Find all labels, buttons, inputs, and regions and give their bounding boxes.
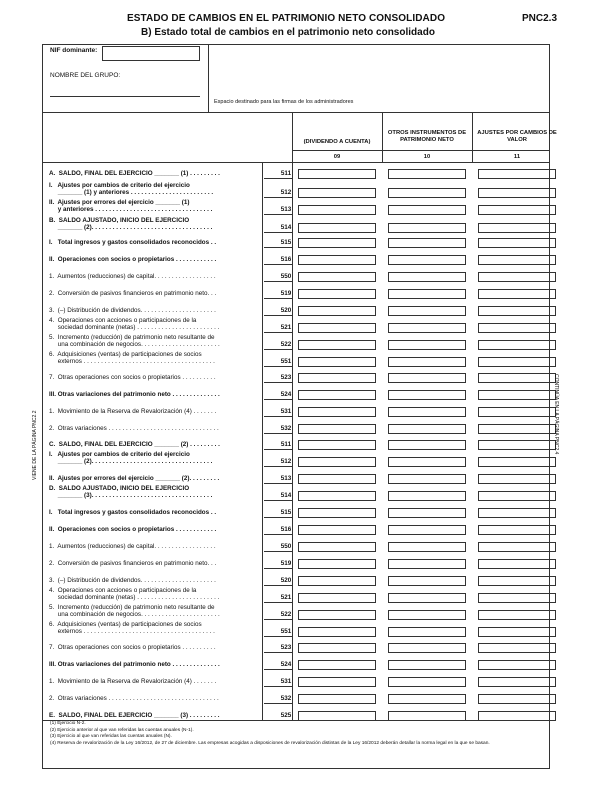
footnote: (3) Ejercicio al que van referidas las cuentas anuales (N). <box>50 734 172 739</box>
row-label: 1. Aumentos (reducciones) de capital. . . . . . . . . . . . . . . . . . <box>49 543 216 550</box>
column-number: 09 <box>333 154 341 160</box>
form-subtitle: B) Estado total de cambios en el patrimonio neto consolidado <box>141 27 435 38</box>
form-code: PNC2.3 <box>522 13 558 24</box>
value-cell[interactable] <box>478 593 556 603</box>
row-label: 2. Conversión de pasivos financieros en patrimonio neto. . . <box>49 560 217 567</box>
row-code: 551 <box>280 628 292 635</box>
row-code: 524 <box>280 391 292 398</box>
value-cell[interactable] <box>478 491 556 501</box>
code-underline <box>264 449 292 450</box>
value-cell[interactable] <box>298 306 376 316</box>
row-code: 519 <box>280 560 292 567</box>
row-code: 514 <box>280 492 292 499</box>
header-bottom-line <box>42 112 550 113</box>
header-rule <box>292 150 550 151</box>
value-cell[interactable] <box>388 542 466 552</box>
value-cell[interactable] <box>388 323 466 333</box>
column-header: (DIVIDENDO A CUENTA) <box>303 139 371 145</box>
value-cell[interactable] <box>298 238 376 248</box>
value-cell[interactable] <box>298 272 376 282</box>
row-label: C. SALDO, FINAL DEL EJERCICIO _______ (2) . . . . . . . . . <box>49 441 220 448</box>
code-underline <box>264 619 292 620</box>
value-cell[interactable] <box>388 677 466 687</box>
value-cell[interactable] <box>388 559 466 569</box>
code-underline <box>264 568 292 569</box>
code-underline <box>264 281 292 282</box>
value-cell[interactable] <box>388 593 466 603</box>
row-code: 522 <box>280 611 292 618</box>
code-underline <box>264 264 292 265</box>
value-cell[interactable] <box>298 627 376 637</box>
code-underline <box>264 298 292 299</box>
code-underline <box>264 332 292 333</box>
row-label: 1. Aumentos (reducciones) de capital. . . . . . . . . . . . . . . . . . <box>49 273 216 280</box>
row-label: 1. Movimiento de la Reserva de Revalorización (4) . . . . . . . <box>49 408 217 415</box>
column-number: 11 <box>513 154 521 160</box>
value-cell[interactable] <box>298 289 376 299</box>
row-code: 516 <box>280 526 292 533</box>
row-label: 7. Otras operaciones con socios o propietarios . . . . . . . . . . <box>49 374 216 381</box>
code-underline <box>264 416 292 417</box>
code-underline <box>264 433 292 434</box>
column-header: OTROS INSTRUMENTOS DE PATRIMONIO NETO <box>387 130 467 143</box>
value-cell[interactable] <box>478 643 556 653</box>
value-cell[interactable] <box>478 272 556 282</box>
value-cell[interactable] <box>478 457 556 467</box>
row-code: 513 <box>280 206 292 213</box>
row-label: D. SALDO AJUSTADO, INICIO DEL EJERCICIO _______ (3). . . . . . . . . . . . . . . . . . . . . . . . . . . . . . . . . . . <box>49 485 213 499</box>
row-code: 531 <box>280 678 292 685</box>
row-label: 4. Operaciones con acciones o participaciones de la sociedad dominante (netas) . . . . . . . . . . . . . . . . . . . . . . . . <box>49 587 220 601</box>
row-code: 521 <box>280 324 292 331</box>
value-cell[interactable] <box>298 205 376 215</box>
side-note-left: VIENE DE LA PÁGINA PNC2.2 <box>32 410 38 480</box>
value-cell[interactable] <box>478 694 556 704</box>
value-cell[interactable] <box>478 340 556 350</box>
value-cell[interactable] <box>298 491 376 501</box>
row-label: I. Ajustes por cambios de criterio del ejercicio _______ (2). . . . . . . . . . . . . . . . . . . . . . . . . . . . . . . . . . . <box>49 451 213 465</box>
code-underline <box>264 197 292 198</box>
code-underline <box>264 315 292 316</box>
code-underline <box>264 534 292 535</box>
value-cell[interactable] <box>478 223 556 233</box>
value-cell[interactable] <box>478 188 556 198</box>
value-cell[interactable] <box>478 306 556 316</box>
form-title: ESTADO DE CAMBIOS EN EL PATRIMONIO NETO CONSOLIDADO <box>127 13 446 24</box>
footnote: (1) Ejercicio N-2. <box>50 721 86 726</box>
value-cell[interactable] <box>388 440 466 450</box>
value-cell[interactable] <box>298 559 376 569</box>
value-cell[interactable] <box>478 525 556 535</box>
value-cell[interactable] <box>388 188 466 198</box>
value-cell[interactable] <box>298 407 376 417</box>
value-cell[interactable] <box>298 694 376 704</box>
code-underline <box>264 551 292 552</box>
value-cell[interactable] <box>298 373 376 383</box>
code-underline <box>264 652 292 653</box>
value-cell[interactable] <box>478 508 556 518</box>
value-cell[interactable] <box>298 457 376 467</box>
header-divider <box>208 44 209 112</box>
code-underline <box>264 636 292 637</box>
value-cell[interactable] <box>478 255 556 265</box>
row-label: I. Total ingresos y gastos consolidados reconocidos . . <box>49 239 217 246</box>
row-label: 3. (–) Distribución de dividendos. . . . . . . . . . . . . . . . . . . . . . <box>49 307 216 314</box>
value-cell[interactable] <box>388 340 466 350</box>
value-cell[interactable] <box>298 525 376 535</box>
value-cell[interactable] <box>388 660 466 670</box>
value-cell[interactable] <box>298 593 376 603</box>
row-code: 520 <box>280 307 292 314</box>
row-label: II. Operaciones con socios o propietarios . . . . . . . . . . . . <box>49 526 217 533</box>
column-header: AJUSTES POR CAMBIOS DE VALOR <box>477 130 557 143</box>
footnote: (2) Ejercicio anterior al que van referidas las cuentas anuales (N-1). <box>50 727 194 733</box>
code-underline <box>264 178 292 179</box>
row-label: 7. Otras operaciones con socios o propietarios . . . . . . . . . . <box>49 644 216 651</box>
code-underline <box>264 669 292 670</box>
value-cell[interactable] <box>298 255 376 265</box>
value-cell[interactable] <box>388 289 466 299</box>
code-underline <box>264 232 292 233</box>
value-cell[interactable] <box>478 542 556 552</box>
value-cell[interactable] <box>298 474 376 484</box>
code-underline <box>264 382 292 383</box>
value-cell[interactable] <box>388 169 466 179</box>
value-cell[interactable] <box>298 660 376 670</box>
value-cell[interactable] <box>388 390 466 400</box>
row-code: 520 <box>280 577 292 584</box>
nif-field[interactable] <box>102 46 200 61</box>
row-code: 522 <box>280 341 292 348</box>
value-cell[interactable] <box>478 323 556 333</box>
code-underline <box>264 517 292 518</box>
row-code: 523 <box>280 644 292 651</box>
row-label: III. Otras variaciones del patrimonio neto . . . . . . . . . . . . . . <box>49 661 220 668</box>
code-underline <box>264 483 292 484</box>
row-code: 511 <box>280 170 292 177</box>
row-label: 5. Incremento (reducción) de patrimonio neto resultante de una combinación de negocios. . . . . . . . . . . . . . . . . . . . . . . <box>49 604 220 618</box>
code-column-line <box>292 162 293 720</box>
value-cell[interactable] <box>478 424 556 434</box>
value-cell[interactable] <box>478 373 556 383</box>
signature-label: Espacio destinado para las firmas de los administradores <box>214 99 354 105</box>
row-code: 512 <box>280 189 292 196</box>
row-code: 519 <box>280 290 292 297</box>
value-cell[interactable] <box>388 508 466 518</box>
row-label: II. Ajustes por errores del ejercicio _______ (2). . . . . . . . . <box>49 475 220 482</box>
value-cell[interactable] <box>388 610 466 620</box>
row-label: 2. Otras variaciones . . . . . . . . . . . . . . . . . . . . . . . . . . . . . . . . <box>49 425 219 432</box>
value-cell[interactable] <box>478 559 556 569</box>
row-code: 515 <box>280 239 292 246</box>
value-cell[interactable] <box>388 627 466 637</box>
value-cell[interactable] <box>478 627 556 637</box>
value-cell[interactable] <box>388 491 466 501</box>
row-label: II. Ajustes por errores del ejercicio _______ (1) y anteriores . . . . . . . . . . . . . . . . . . . . . . . . . . . . . . . . . . <box>49 199 213 213</box>
row-code: 525 <box>280 712 292 719</box>
value-cell[interactable] <box>388 272 466 282</box>
value-cell[interactable] <box>478 610 556 620</box>
value-cell[interactable] <box>478 289 556 299</box>
value-cell[interactable] <box>388 474 466 484</box>
code-underline <box>264 399 292 400</box>
row-code: 513 <box>280 475 292 482</box>
row-code: 521 <box>280 594 292 601</box>
row-label: II. Operaciones con socios o propietarios . . . . . . . . . . . . <box>49 256 217 263</box>
footnotes <box>50 721 490 747</box>
code-underline <box>264 466 292 467</box>
row-code: 551 <box>280 358 292 365</box>
value-cell[interactable] <box>388 424 466 434</box>
value-cell[interactable] <box>388 525 466 535</box>
value-cell[interactable] <box>298 169 376 179</box>
value-cell[interactable] <box>298 576 376 586</box>
value-cell[interactable] <box>388 205 466 215</box>
row-label: III. Otras variaciones del patrimonio neto . . . . . . . . . . . . . . <box>49 391 220 398</box>
code-underline <box>264 585 292 586</box>
row-code: 512 <box>280 458 292 465</box>
row-code: 531 <box>280 408 292 415</box>
row-label: 2. Conversión de pasivos financieros en patrimonio neto. . . <box>49 290 217 297</box>
row-code: 511 <box>280 441 292 448</box>
value-cell[interactable] <box>388 694 466 704</box>
row-label: I. Total ingresos y gastos consolidados reconocidos . . <box>49 509 217 516</box>
code-underline <box>264 247 292 248</box>
value-cell[interactable] <box>478 576 556 586</box>
row-code: 550 <box>280 273 292 280</box>
row-label: 5. Incremento (reducción) de patrimonio neto resultante de una combinación de negocios. . . . . . . . . . . . . . . . . . . . . . . <box>49 334 220 348</box>
row-code: 524 <box>280 661 292 668</box>
row-label: A. SALDO, FINAL DEL EJERCICIO _______ (1) . . . . . . . . . <box>49 170 220 177</box>
row-label: 6. Adquisiciones (ventas) de participaciones de socios externos . . . . . . . . . . . . . . . . . . . . . . . . . . . . . . . . . . . . . . <box>49 621 215 635</box>
row-code: 516 <box>280 256 292 263</box>
value-cell[interactable] <box>298 223 376 233</box>
value-cell[interactable] <box>478 169 556 179</box>
column-number: 10 <box>423 154 431 160</box>
value-cell[interactable] <box>298 424 376 434</box>
value-cell[interactable] <box>478 440 556 450</box>
row-code: 515 <box>280 509 292 516</box>
value-cell[interactable] <box>388 373 466 383</box>
value-cell[interactable] <box>478 474 556 484</box>
row-code: 514 <box>280 224 292 231</box>
value-cell[interactable] <box>388 576 466 586</box>
value-cell[interactable] <box>298 188 376 198</box>
code-underline <box>264 686 292 687</box>
value-cell[interactable] <box>478 357 556 367</box>
value-cell[interactable] <box>388 223 466 233</box>
value-cell[interactable] <box>298 390 376 400</box>
row-label: I. Ajustes por cambios de criterio del ejercicio _______ (1) y anteriores . . . . . . . . . . . . . . . . . . . . . . . . <box>49 182 214 196</box>
row-label: B. SALDO AJUSTADO, INICIO DEL EJERCICIO _______ (2). . . . . . . . . . . . . . . . . . . . . . . . . . . . . . . . . . . <box>49 217 213 231</box>
row-label: 4. Operaciones con acciones o participaciones de la sociedad dominante (netas) . . . . . . . . . . . . . . . . . . . . . . . . <box>49 317 220 331</box>
value-cell[interactable] <box>478 238 556 248</box>
side-note-right: CONTINÚA EN LA PÁGINA PNC2.4 <box>553 374 559 455</box>
value-cell[interactable] <box>388 238 466 248</box>
row-code: 532 <box>280 695 292 702</box>
row-label: 2. Otras variaciones . . . . . . . . . . . . . . . . . . . . . . . . . . . . . . . . <box>49 695 219 702</box>
nif-label: NIF dominante: <box>50 47 98 54</box>
row-label: 3. (–) Distribución de dividendos. . . . . . . . . . . . . . . . . . . . . . <box>49 577 216 584</box>
row-code: 532 <box>280 425 292 432</box>
value-cell[interactable] <box>478 660 556 670</box>
value-cell[interactable] <box>388 643 466 653</box>
value-cell[interactable] <box>298 610 376 620</box>
value-cell[interactable] <box>388 306 466 316</box>
value-cell[interactable] <box>478 205 556 215</box>
code-underline <box>264 366 292 367</box>
group-name-field[interactable] <box>50 96 200 97</box>
code-underline <box>264 602 292 603</box>
footnote: (4) Reserva de revalorización de la Ley 16/2012, de 27 de diciembre. Las empresas acogidas a disposiciones de revalorización distintas de la Ley 16/2012 deberán detallar la norma legal en la que se basan. <box>50 740 490 746</box>
row-label: E. SALDO, FINAL DEL EJERCICIO _______ (3) . . . . . . . . . <box>49 712 220 719</box>
value-cell[interactable] <box>298 340 376 350</box>
value-cell[interactable] <box>388 407 466 417</box>
header-rule <box>42 162 550 163</box>
row-code: 550 <box>280 543 292 550</box>
value-cell[interactable] <box>298 357 376 367</box>
value-cell[interactable] <box>478 390 556 400</box>
value-cell[interactable] <box>298 542 376 552</box>
row-label: 6. Adquisiciones (ventas) de participaciones de socios externos . . . . . . . . . . . . . . . . . . . . . . . . . . . . . . . . . . . . . . <box>49 351 215 365</box>
row-label: 1. Movimiento de la Reserva de Revalorización (4) . . . . . . . <box>49 678 217 685</box>
value-cell[interactable] <box>298 677 376 687</box>
code-underline <box>264 349 292 350</box>
code-underline <box>264 214 292 215</box>
value-cell[interactable] <box>298 440 376 450</box>
value-cell[interactable] <box>298 643 376 653</box>
value-cell[interactable] <box>298 323 376 333</box>
value-cell[interactable] <box>478 407 556 417</box>
value-cell[interactable] <box>388 457 466 467</box>
code-column-line <box>262 162 263 720</box>
value-cell[interactable] <box>388 255 466 265</box>
group-name-label: NOMBRE DEL GRUPO: <box>50 72 121 79</box>
row-code: 523 <box>280 374 292 381</box>
value-cell[interactable] <box>298 508 376 518</box>
code-underline <box>264 500 292 501</box>
value-cell[interactable] <box>388 357 466 367</box>
value-cell[interactable] <box>478 677 556 687</box>
code-underline <box>264 703 292 704</box>
